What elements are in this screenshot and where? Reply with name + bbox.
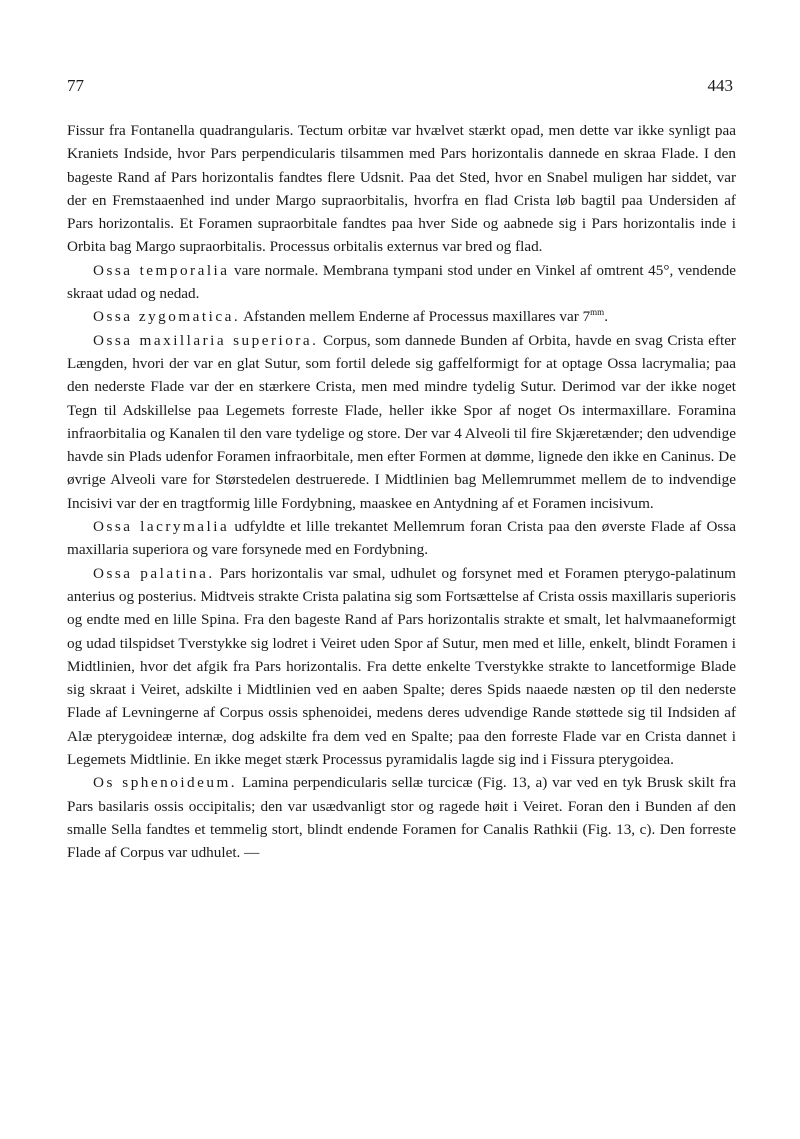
section-lead: Ossa temporalia <box>93 261 230 279</box>
section-lead: Ossa palatina. <box>93 564 215 582</box>
paragraph-ossa-temporalia <box>67 259 736 306</box>
section-lead: Ossa maxillaria superiora. <box>93 331 319 349</box>
paragraph-ossa-zygomatica <box>67 305 736 328</box>
paragraph-text: Lamina perpendicularis sellæ turcicæ (Fig. 13, a) var ved en tyk Brusk skilt fra Pars basilaris ossis occipitalis; den var usædvanligt stor og ragede høit i Veiret. Foran den i Bunden af den smalle Sella fandtes et temmelig stort, blindt endende Foramen for Canalis Rathkii (Fig. 13, c). Den forreste Flade af Corpus var udhulet. — <box>67 774 736 862</box>
paragraph-ossa-maxillaria <box>67 329 736 515</box>
paragraph-text: udfyldte et lille trekantet Mellemrum foran Crista paa den øverste Flade af Ossa maxillaria superiora og vare forsynede med en Fordybning. <box>67 518 736 559</box>
section-lead: Ossa zygomatica. <box>93 308 241 326</box>
paragraph-text: Afstanden mellem Enderne af Processus maxillares var 7 <box>240 308 591 326</box>
paragraph-os-sphenoideum <box>67 771 736 864</box>
paragraph-text: vare normale. Membrana tympani stod under en Vinkel af omtrent 45°, vendende skraat udad og nedad. <box>67 261 736 303</box>
paragraph-text: Corpus, som dannede Bunden af Orbita, havde en svag Crista efter Længden, hvori der var en glat Sutur, som fortil delede sig gaffelformigt for at optage Ossa lacrymalia; paa den nederste Flade var der en stærkere Crista, men med mindre tydelig Sutur. Derimod var der ikke noget Tegn til Adskillelse paa Legemets forreste Flade, heller ikke Spor af noget Os intermaxillare. Foramina infraorbitalia og Kanalen til den vare tydelige og store. Der var 4 Alveoli til fire Skjæretænder; den udvendige havde sin Plads udenfor Foramen infraorbitale, men efter Formen at dømme, lignede den ikke en Caninus. De øvrige Alveoli vare for Størstedelen destruerede. I Midtlinien bag Mellemrummet mellem de to indvendige Incisivi var der en tragtformig lille Fordybning, maaskee en Antydning af et Foramen incisivum. <box>67 331 736 512</box>
right-page-number: 443 <box>707 76 733 95</box>
body-text <box>67 119 736 865</box>
section-lead: Os sphenoideum. <box>93 774 238 792</box>
running-head <box>67 76 733 98</box>
left-page-number: 77 <box>67 76 84 95</box>
paragraph-text: Pars horizontalis var smal, udhulet og forsynet med et Foramen pterygo-palatinum anterius og posterius. Midtveis strakte Crista palatina sig som Fortsættelse af Crista ossis maxillaris superioris og endte med en lille Spina. Fra den bageste Rand af Pars horizontalis strakte et smalt, let halvmaaneformigt og udad tilspidset Tverstykke sig lodret i Veiret uden Spor af Sutur, men med et lille, enkelt, blindt Foramen i Midtlinien, hvor det afgik fra Pars horizontalis. Fra dette enkelte Tverstykke strakte to lancetformige Blade sig skraat i Veiret, adskilte i Midtlinien ved en aaben Spalte; deres Spids naaede næsten op til den nederste Flade af Levningerne af Corpus ossis sphenoidei, medens deres udvendige Rande støttede sig til Indsiden af Alæ pterygoideæ internæ, dog adskilte fra dem ved en Spalte; paa den forreste Flade var en Crista dannet i Legemets Midtlinie. En ikke meget stærk Processus pyramidalis lagde sig ind i Fissura pterygoidea. <box>67 564 736 769</box>
paragraph-fissur: Fissur fra Fontanella quadrangularis. Tectum orbitæ var hvælvet stærkt opad, men dette var ikke synligt paa Kraniets Indside, hvor Pars perpendicularis tilsammen med Pars horizontalis dannede en skraa Flade. I den bageste Rand af Pars horizontalis fandtes flere Udsnit. Paa det Sted, hvor en Snabel muligen har siddet, var der en Fremstaaenhed ind under Margo supraorbitalis, hvorfra en flad Crista løb bagtil paa Undersiden af Pars horizontalis. Et Foramen supraorbitale fandtes paa hver Side og aabnede sig i Pars horizontalis inde i Orbita bag Margo supraorbitalis. Processus orbitalis externus var bred og flad. <box>67 122 736 256</box>
section-lead: Ossa lacrymalia <box>93 518 230 536</box>
paragraph-ossa-lacrymalia <box>67 515 736 562</box>
paragraph-tail: . <box>604 308 608 326</box>
paragraph-ossa-palatina <box>67 562 736 772</box>
unit-superscript: mm <box>590 307 605 318</box>
